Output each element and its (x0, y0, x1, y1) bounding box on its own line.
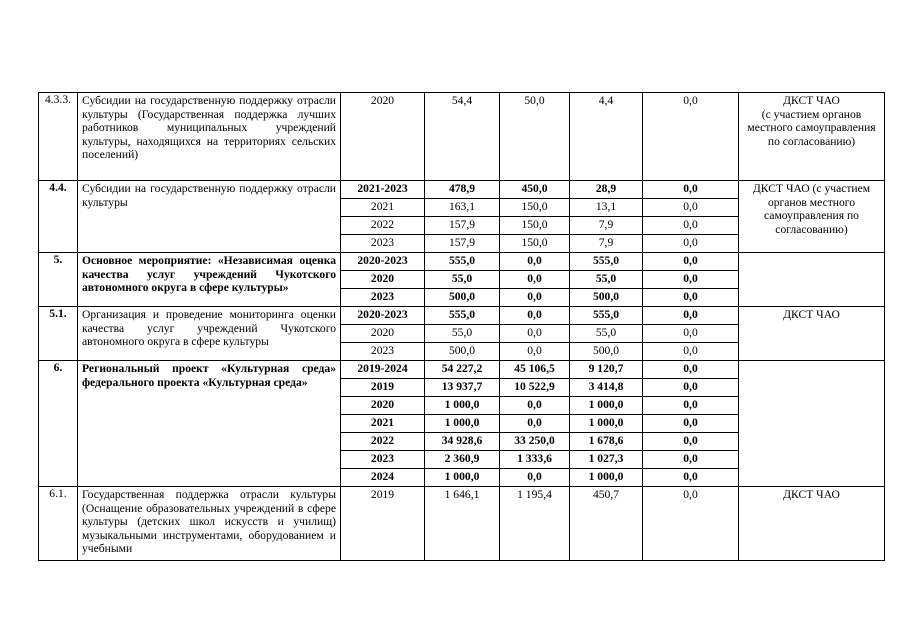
federal-budget-cell: 1 333,6 (500, 451, 570, 469)
table-row (39, 307, 885, 325)
other-sources-cell: 0,0 (643, 343, 739, 361)
federal-budget-cell: 10 522,9 (500, 379, 570, 397)
total-cell: 1 000,0 (425, 469, 500, 487)
table-row (39, 253, 885, 271)
other-sources-cell: 0,0 (643, 199, 739, 217)
federal-budget-cell: 50,0 (500, 93, 570, 181)
total-cell: 500,0 (425, 289, 500, 307)
other-sources-cell: 0,0 (643, 451, 739, 469)
regional-budget-cell: 3 414,8 (570, 379, 643, 397)
regional-budget-cell: 1 000,0 (570, 397, 643, 415)
total-cell: 34 928,6 (425, 433, 500, 451)
federal-budget-cell: 0,0 (500, 469, 570, 487)
item-number: 5. (39, 253, 78, 307)
year-cell: 2022 (341, 433, 425, 451)
other-sources-cell: 0,0 (643, 235, 739, 253)
federal-budget-cell: 0,0 (500, 397, 570, 415)
total-cell: 55,0 (425, 271, 500, 289)
regional-budget-cell: 555,0 (570, 253, 643, 271)
regional-budget-cell: 13,1 (570, 199, 643, 217)
responsible-executor: ДКСТ ЧАО (739, 307, 885, 361)
table-row (39, 361, 885, 379)
year-cell: 2024 (341, 469, 425, 487)
responsible-executor: ДКСТ ЧАО (739, 487, 885, 561)
total-cell: 1 000,0 (425, 415, 500, 433)
item-description: Основное мероприятие: «Независимая оценка качества услуг учреждений Чукотского автономного округа в сфере культуры» (78, 253, 341, 307)
total-cell: 54,4 (425, 93, 500, 181)
federal-budget-cell: 0,0 (500, 415, 570, 433)
federal-budget-cell: 150,0 (500, 217, 570, 235)
year-cell: 2023 (341, 451, 425, 469)
federal-budget-cell: 0,0 (500, 289, 570, 307)
responsible-executor (739, 361, 885, 487)
year-cell: 2021 (341, 199, 425, 217)
item-description: Субсидии на государственную поддержку отрасли культуры (Государственная поддержка лучших работников муниципальных учреждений культуры, находящихся на территориях сельских поселений) (78, 93, 341, 181)
total-cell: 157,9 (425, 217, 500, 235)
regional-budget-cell: 500,0 (570, 289, 643, 307)
item-number: 5.1. (39, 307, 78, 361)
regional-budget-cell: 1 678,6 (570, 433, 643, 451)
other-sources-cell: 0,0 (643, 307, 739, 325)
year-cell: 2019-2024 (341, 361, 425, 379)
federal-budget-cell: 0,0 (500, 253, 570, 271)
item-number: 6.1. (39, 487, 78, 561)
item-number: 4.4. (39, 181, 78, 253)
total-cell: 54 227,2 (425, 361, 500, 379)
total-cell: 13 937,7 (425, 379, 500, 397)
regional-budget-cell: 7,9 (570, 235, 643, 253)
year-cell: 2023 (341, 289, 425, 307)
year-cell: 2020-2023 (341, 253, 425, 271)
other-sources-cell: 0,0 (643, 271, 739, 289)
total-cell: 500,0 (425, 343, 500, 361)
federal-budget-cell: 450,0 (500, 181, 570, 199)
regional-budget-cell: 7,9 (570, 217, 643, 235)
total-cell: 555,0 (425, 307, 500, 325)
regional-budget-cell: 500,0 (570, 343, 643, 361)
year-cell: 2020 (341, 325, 425, 343)
total-cell: 478,9 (425, 181, 500, 199)
responsible-executor (739, 253, 885, 307)
total-cell: 1 646,1 (425, 487, 500, 561)
table-row (39, 487, 885, 561)
regional-budget-cell: 1 000,0 (570, 469, 643, 487)
regional-budget-cell: 55,0 (570, 325, 643, 343)
other-sources-cell: 0,0 (643, 361, 739, 379)
item-number: 6. (39, 361, 78, 487)
item-description: Организация и проведение мониторинга оценки качества услуг учреждений Чукотского автономного округа в сфере культуры (78, 307, 341, 361)
federal-budget-cell: 0,0 (500, 307, 570, 325)
regional-budget-cell: 55,0 (570, 271, 643, 289)
other-sources-cell: 0,0 (643, 469, 739, 487)
total-cell: 163,1 (425, 199, 500, 217)
other-sources-cell: 0,0 (643, 217, 739, 235)
item-description: Субсидии на государственную поддержку отрасли культуры (78, 181, 341, 253)
responsible-executor: ДКСТ ЧАО (с участием органов местного самоуправления по согласованию) (739, 93, 885, 181)
federal-budget-cell: 1 195,4 (500, 487, 570, 561)
federal-budget-cell: 0,0 (500, 271, 570, 289)
total-cell: 1 000,0 (425, 397, 500, 415)
other-sources-cell: 0,0 (643, 93, 739, 181)
responsible-executor: ДКСТ ЧАО (с участием органов местного самоуправления по согласованию) (739, 181, 885, 253)
regional-budget-cell: 1 027,3 (570, 451, 643, 469)
regional-budget-cell: 4,4 (570, 93, 643, 181)
year-cell: 2020 (341, 271, 425, 289)
table-row (39, 93, 885, 181)
federal-budget-cell: 0,0 (500, 343, 570, 361)
other-sources-cell: 0,0 (643, 397, 739, 415)
program-funding-table (38, 92, 885, 561)
total-cell: 55,0 (425, 325, 500, 343)
federal-budget-cell: 33 250,0 (500, 433, 570, 451)
year-cell: 2020 (341, 93, 425, 181)
other-sources-cell: 0,0 (643, 289, 739, 307)
federal-budget-cell: 0,0 (500, 325, 570, 343)
total-cell: 555,0 (425, 253, 500, 271)
total-cell: 2 360,9 (425, 451, 500, 469)
regional-budget-cell: 555,0 (570, 307, 643, 325)
other-sources-cell: 0,0 (643, 325, 739, 343)
other-sources-cell: 0,0 (643, 253, 739, 271)
federal-budget-cell: 150,0 (500, 199, 570, 217)
table-body (39, 93, 885, 561)
federal-budget-cell: 45 106,5 (500, 361, 570, 379)
year-cell: 2021-2023 (341, 181, 425, 199)
item-description: Региональный проект «Культурная среда» федерального проекта «Культурная среда» (78, 361, 341, 487)
year-cell: 2020-2023 (341, 307, 425, 325)
item-number: 4.3.3. (39, 93, 78, 181)
other-sources-cell: 0,0 (643, 433, 739, 451)
year-cell: 2019 (341, 379, 425, 397)
year-cell: 2023 (341, 235, 425, 253)
total-cell: 157,9 (425, 235, 500, 253)
other-sources-cell: 0,0 (643, 181, 739, 199)
regional-budget-cell: 1 000,0 (570, 415, 643, 433)
other-sources-cell: 0,0 (643, 415, 739, 433)
year-cell: 2019 (341, 487, 425, 561)
other-sources-cell: 0,0 (643, 487, 739, 561)
year-cell: 2022 (341, 217, 425, 235)
table-row (39, 181, 885, 199)
year-cell: 2021 (341, 415, 425, 433)
regional-budget-cell: 28,9 (570, 181, 643, 199)
year-cell: 2023 (341, 343, 425, 361)
other-sources-cell: 0,0 (643, 379, 739, 397)
regional-budget-cell: 9 120,7 (570, 361, 643, 379)
year-cell: 2020 (341, 397, 425, 415)
item-description: Государственная поддержка отрасли культуры (Оснащение образовательных учреждений в сфере культуры (детских школ искусств и училищ) музыкальными инструментами, оборудованием и учебными (78, 487, 341, 561)
federal-budget-cell: 150,0 (500, 235, 570, 253)
regional-budget-cell: 450,7 (570, 487, 643, 561)
